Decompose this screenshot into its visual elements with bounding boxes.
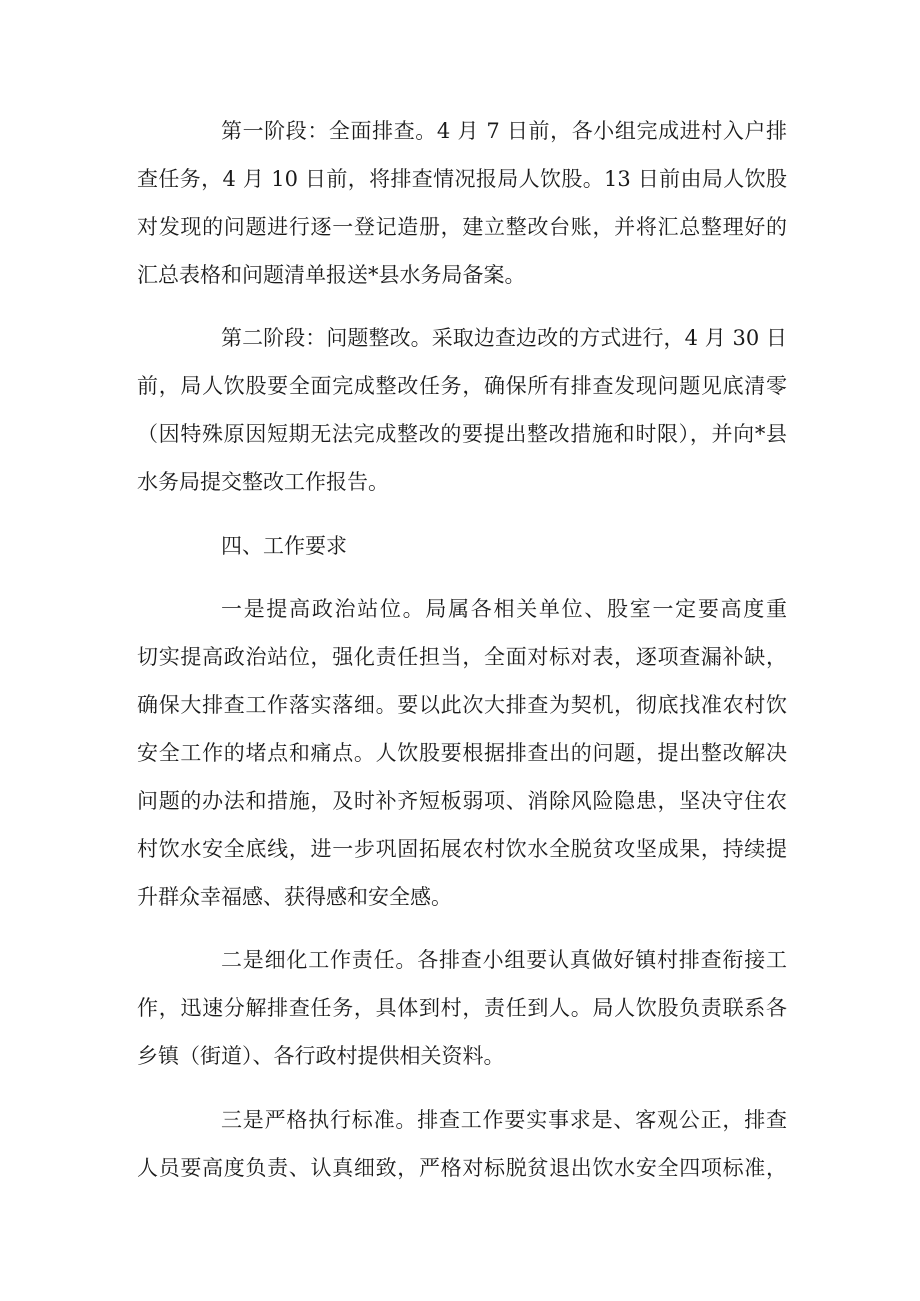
paragraph-line: 作，迅速分解排查任务，具体到村，责任到人。局人饮股负责联系各 — [137, 996, 787, 1020]
paragraph-line: 人员要高度负责、认真细致，严格对标脱贫退出饮水安全四项标准， — [137, 1156, 787, 1180]
section-heading-text: 四、工作要求 — [221, 534, 347, 558]
paragraph-line: 确保大排查工作落实落细。要以此次大排查为契机，彻底找准农村饮 — [137, 693, 787, 717]
paragraph-line: 切实提高政治站位，强化责任担当，全面对标对表，逐项查漏补缺， — [137, 645, 787, 669]
paragraph-line: 对发现的问题进行逐一登记造册，建立整改台账，并将汇总整理好的 — [137, 215, 787, 239]
paragraph-line: 查任务，4 月 10 日前，将排查情况报局人饮股。13 日前由局人饮股 — [137, 167, 787, 191]
paragraph-line: 第二阶段：问题整改。采取边查边改的方式进行，4 月 30 日 — [221, 326, 787, 350]
paragraph-line: 水务局提交整改工作报告。 — [137, 470, 389, 494]
paragraph-line: 前，局人饮股要全面完成整改任务，确保所有排查发现问题见底清零 — [137, 374, 787, 398]
paragraph-line: 三是严格执行标准。排查工作要实事求是、客观公正，排查 — [221, 1108, 787, 1132]
paragraph-line: 第一阶段：全面排查。4 月 7 日前，各小组完成进村入户排 — [221, 119, 787, 143]
paragraph-line: 安全工作的堵点和痛点。人饮股要根据排查出的问题，提出整改解决 — [137, 741, 787, 765]
paragraph-line: 二是细化工作责任。各排查小组要认真做好镇村排查衔接工 — [221, 948, 787, 972]
paragraph-line: 村饮水安全底线，进一步巩固拓展农村饮水全脱贫攻坚成果，持续提 — [137, 837, 787, 861]
paragraph-line: 一是提高政治站位。局属各相关单位、股室一定要高度重 — [221, 597, 787, 621]
paragraph-line: 汇总表格和问题清单报送*县水务局备案。 — [137, 263, 526, 287]
document-body — [137, 0, 787, 1301]
paragraph-line: 升群众幸福感、获得感和安全感。 — [137, 885, 452, 909]
paragraph-line: 问题的办法和措施，及时补齐短板弱项、消除风险隐患，坚决守住农 — [137, 789, 787, 813]
paragraph-line: 乡镇（街道）、各行政村提供相关资料。 — [137, 1044, 505, 1068]
paragraph-line: （因特殊原因短期无法完成整改的要提出整改措施和时限），并向*县 — [137, 422, 787, 446]
